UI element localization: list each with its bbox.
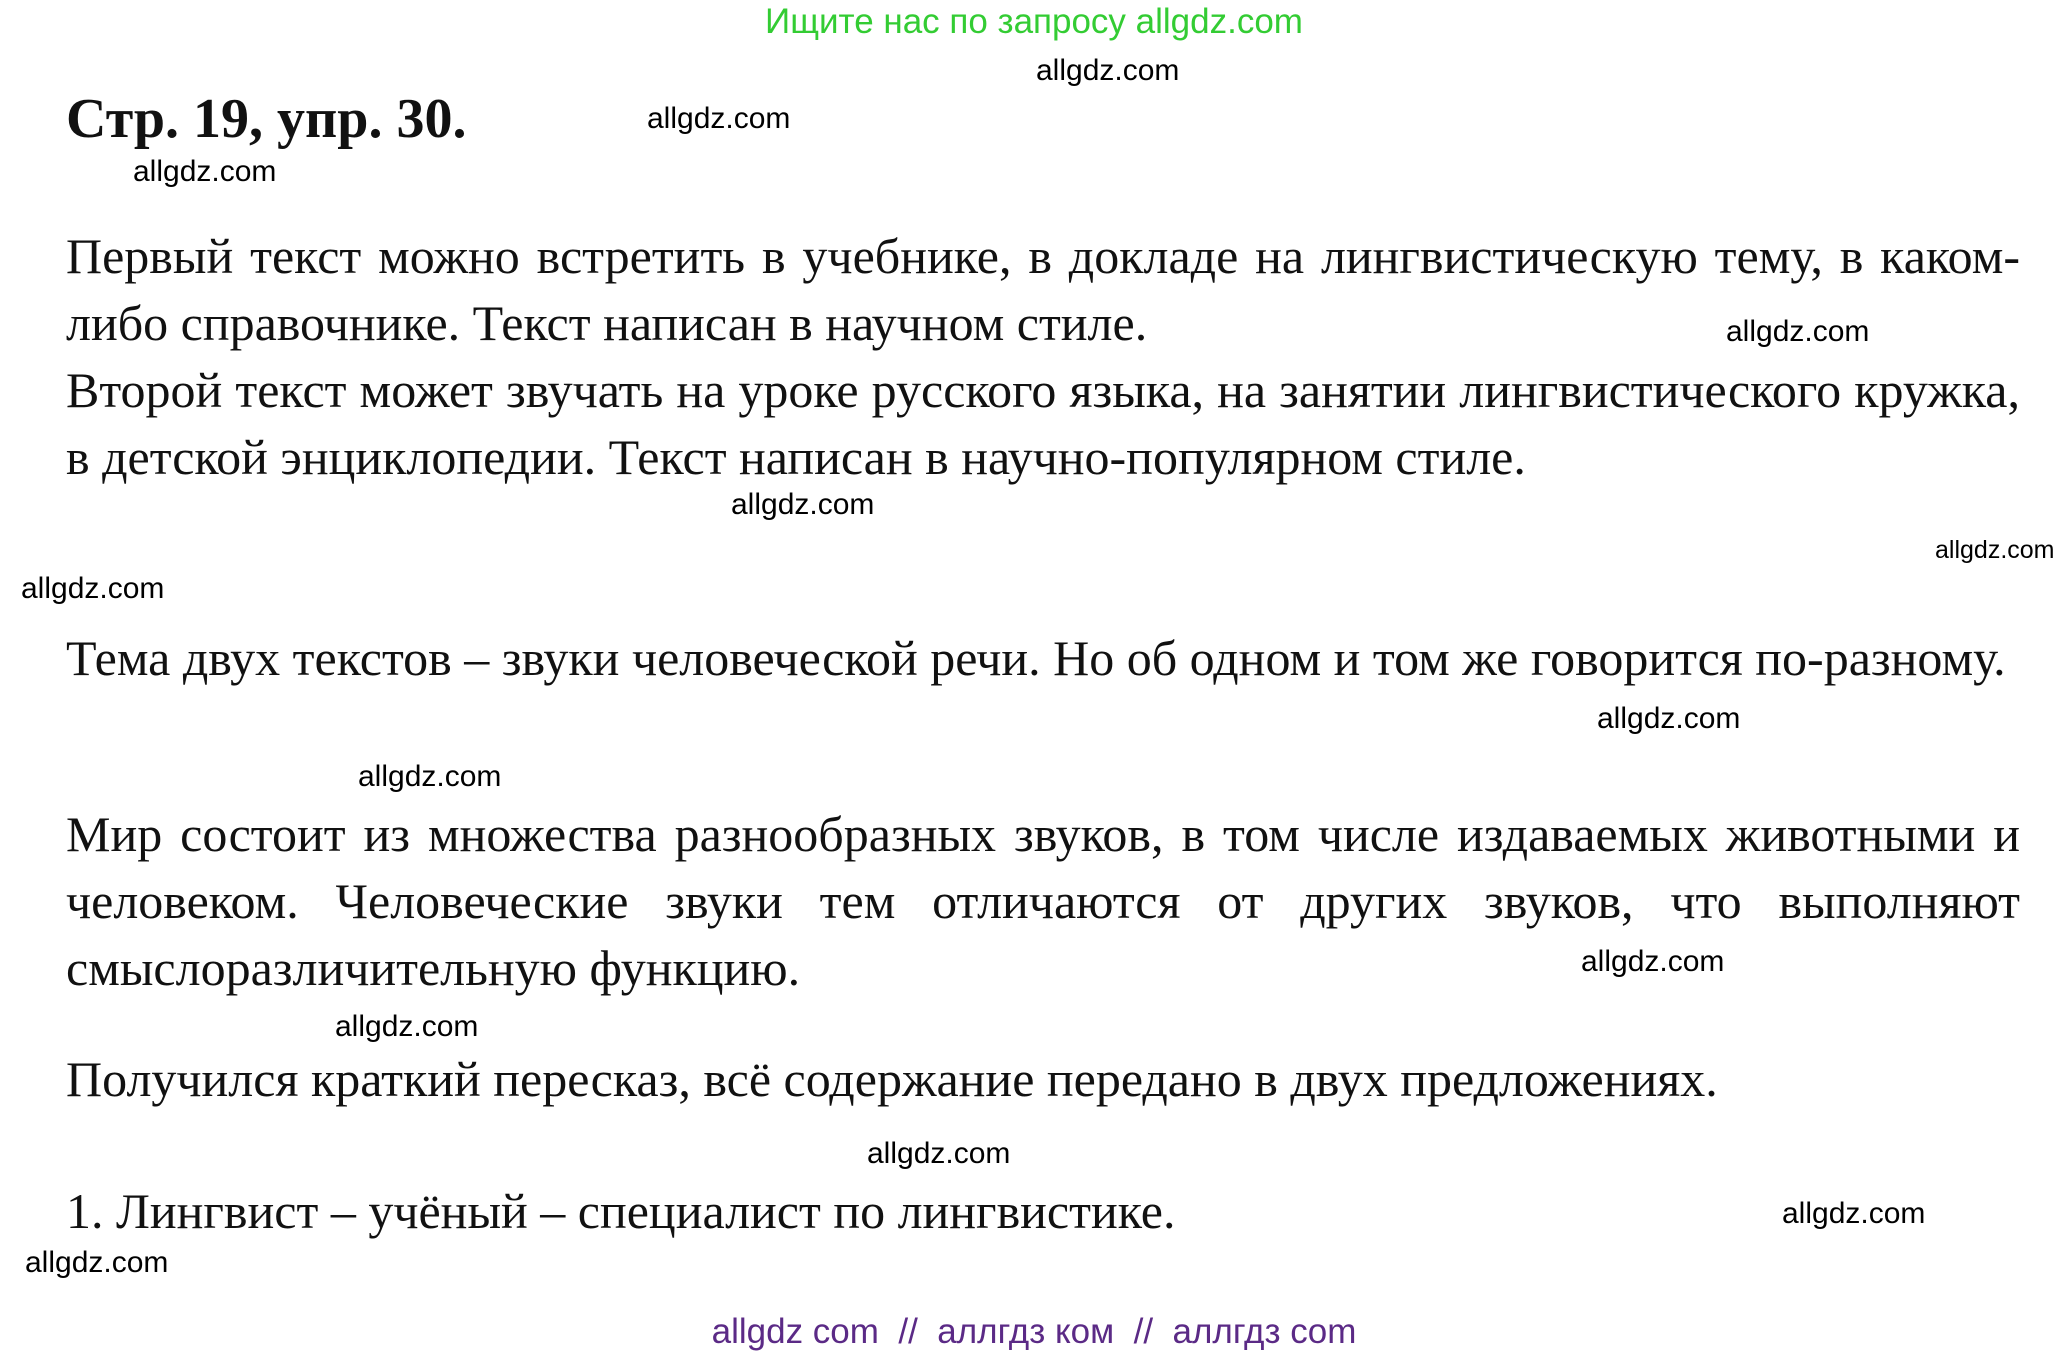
watermark: allgdz.com [1581, 945, 1725, 978]
watermark: allgdz.com [1935, 536, 2055, 564]
watermark: allgdz.com [867, 1137, 1011, 1170]
watermark: allgdz.com [1782, 1197, 1926, 1230]
paragraph-1: Первый текст можно встретить в учебнике, в докладе на лингвистическую тему, в каком-либо справочнике. Текст написан в научном стиле. [66, 228, 2020, 351]
page-title: Стр. 19, упр. 30. [66, 88, 467, 150]
paragraph-4: Мир состоит из множества разнообразных звуков, в том числе издаваемых животными и человеком. Человеческие звуки тем отличаются от других звуков, что выполняют смыслоразличительную функцию. [66, 806, 2020, 996]
watermark: allgdz.com [1726, 315, 1870, 348]
watermark: allgdz.com [647, 102, 791, 135]
watermark: allgdz.com [1597, 702, 1741, 735]
watermark: allgdz.com [1036, 54, 1180, 87]
paragraph-5: Получился краткий пересказ, всё содержание передано в двух предложениях. [66, 1051, 1718, 1107]
paragraph-2: Второй текст может звучать на уроке русского языка, на занятии лингвистического кружка, в детской энциклопедии. Текст написан в научно-популярном стиле. [66, 362, 2020, 485]
watermark: allgdz.com [25, 1246, 169, 1279]
watermark: allgdz.com [133, 155, 277, 188]
paragraph-3: Тема двух текстов – звуки человеческой речи. Но об одном и том же говорится по-разному. [66, 630, 2006, 686]
watermark: allgdz.com [335, 1010, 479, 1043]
paragraph-6: 1. Лингвист – учёный – специалист по лингвистике. [66, 1183, 1176, 1239]
watermark: allgdz.com [21, 572, 165, 605]
footer-links[interactable]: allgdz com // аллгдз ком // аллгдз com [711, 1312, 1357, 1351]
promo-banner[interactable]: Ищите нас по запросу allgdz.com [765, 2, 1303, 41]
watermark: allgdz.com [731, 488, 875, 521]
watermark: allgdz.com [358, 760, 502, 793]
